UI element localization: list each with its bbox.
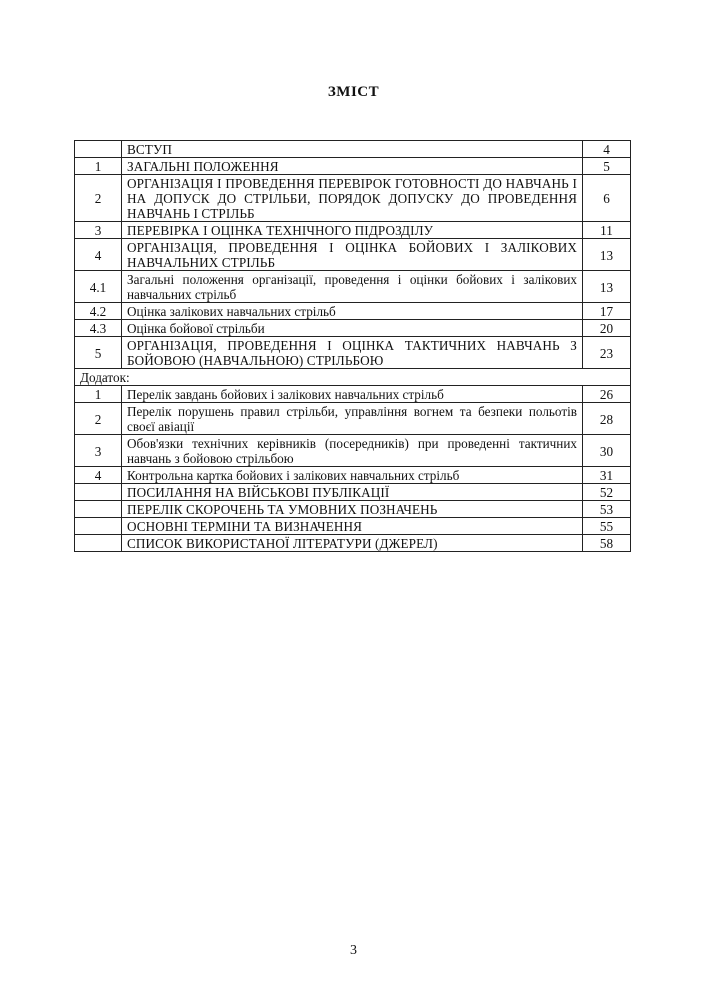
toc-row-number: 3 <box>75 222 122 239</box>
toc-row-page: 58 <box>583 535 631 552</box>
table-of-contents <box>74 140 631 552</box>
toc-row-page: 52 <box>583 484 631 501</box>
page-title: ЗМІСТ <box>327 84 380 100</box>
toc-appendix-header <box>75 369 631 386</box>
toc-row <box>75 158 631 175</box>
page-number: 3 <box>350 943 357 958</box>
toc-row-title: СПИСОК ВИКОРИСТАНОЇ ЛІТЕРАТУРИ (ДЖЕРЕЛ) <box>122 535 583 552</box>
toc-row-page: 53 <box>583 501 631 518</box>
toc-row-number: 4 <box>75 467 122 484</box>
toc-row-number <box>75 501 122 518</box>
appendix-label: Додаток: <box>75 369 631 386</box>
toc-row <box>75 303 631 320</box>
toc-row-number: 4.1 <box>75 271 122 303</box>
toc-row-page: 17 <box>583 303 631 320</box>
toc-row-page: 55 <box>583 518 631 535</box>
toc-row <box>75 535 631 552</box>
toc-row-number: 4 <box>75 239 122 271</box>
toc-row-title: ПЕРЕЛІК СКОРОЧЕНЬ ТА УМОВНИХ ПОЗНАЧЕНЬ <box>122 501 583 518</box>
toc-row <box>75 222 631 239</box>
toc-row <box>75 386 631 403</box>
toc-row-title: ОСНОВНІ ТЕРМІНИ ТА ВИЗНАЧЕННЯ <box>122 518 583 535</box>
toc-row-title: ПОСИЛАННЯ НА ВІЙСЬКОВІ ПУБЛІКАЦІЇ <box>122 484 583 501</box>
toc-row-title: ОРГАНІЗАЦІЯ І ПРОВЕДЕННЯ ПЕРЕВІРОК ГОТОВНОСТІ ДО НАВЧАНЬ І НА ДОПУСК ДО СТРІЛЬБИ, ПОРЯДОК ДОПУСКУ ДО ПРОВЕДЕННЯ НАВЧАНЬ І СТРІЛЬБ <box>122 175 583 222</box>
toc-row-page: 6 <box>583 175 631 222</box>
toc-row-page: 28 <box>583 403 631 435</box>
toc-row-page: 31 <box>583 467 631 484</box>
toc-row <box>75 484 631 501</box>
toc-row <box>75 467 631 484</box>
toc-row-title: ОРГАНІЗАЦІЯ, ПРОВЕДЕННЯ І ОЦІНКА БОЙОВИХ І ЗАЛІКОВИХ НАВЧАЛЬНИХ СТРІЛЬБ <box>122 239 583 271</box>
toc-row <box>75 518 631 535</box>
toc-row-page: 5 <box>583 158 631 175</box>
toc-row-page: 13 <box>583 239 631 271</box>
toc-row-number: 1 <box>75 386 122 403</box>
toc-row-number: 2 <box>75 175 122 222</box>
toc-row-number: 2 <box>75 403 122 435</box>
toc-row-title: ВСТУП <box>122 141 583 158</box>
toc-row-page: 23 <box>583 337 631 369</box>
toc-row-number <box>75 518 122 535</box>
toc-row-title: Оцінка бойової стрільби <box>122 320 583 337</box>
toc-row-page: 26 <box>583 386 631 403</box>
toc-row-number <box>75 535 122 552</box>
toc-row-title: ОРГАНІЗАЦІЯ, ПРОВЕДЕННЯ І ОЦІНКА ТАКТИЧНИХ НАВЧАНЬ З БОЙОВОЮ (НАВЧАЛЬНОЮ) СТРІЛЬБОЮ <box>122 337 583 369</box>
toc-row-title: Оцінка залікових навчальних стрільб <box>122 303 583 320</box>
toc-row-page: 4 <box>583 141 631 158</box>
toc-row-title: Перелік порушень правил стрільби, управління вогнем та безпеки польотів своєї авіації <box>122 403 583 435</box>
toc-row-number: 5 <box>75 337 122 369</box>
toc-row <box>75 320 631 337</box>
toc-row <box>75 501 631 518</box>
toc-row <box>75 403 631 435</box>
toc-row-number <box>75 484 122 501</box>
toc-row <box>75 337 631 369</box>
toc-row-title: Перелік завдань бойових і залікових навчальних стрільб <box>122 386 583 403</box>
toc-row-number: 4.3 <box>75 320 122 337</box>
toc-row-number <box>75 141 122 158</box>
toc-row-page: 11 <box>583 222 631 239</box>
toc-row-title: ПЕРЕВІРКА І ОЦІНКА ТЕХНІЧНОГО ПІДРОЗДІЛУ <box>122 222 583 239</box>
toc-row-page: 13 <box>583 271 631 303</box>
toc-row-title: Контрольна картка бойових і залікових навчальних стрільб <box>122 467 583 484</box>
toc-row <box>75 271 631 303</box>
toc-row-title: Загальні положення організації, проведення і оцінки бойових і залікових навчальних стрільб <box>122 271 583 303</box>
toc-row-number: 3 <box>75 435 122 467</box>
toc-row-title: Обов'язки технічних керівників (посередників) при проведенні тактичних навчань з бойовою стрільбою <box>122 435 583 467</box>
toc-row <box>75 239 631 271</box>
toc-row-page: 30 <box>583 435 631 467</box>
toc-row-page: 20 <box>583 320 631 337</box>
toc-row-introduction <box>75 141 631 158</box>
toc-row <box>75 435 631 467</box>
toc-row-number: 4.2 <box>75 303 122 320</box>
toc-row <box>75 175 631 222</box>
toc-row-title: ЗАГАЛЬНІ ПОЛОЖЕННЯ <box>122 158 583 175</box>
toc-row-number: 1 <box>75 158 122 175</box>
